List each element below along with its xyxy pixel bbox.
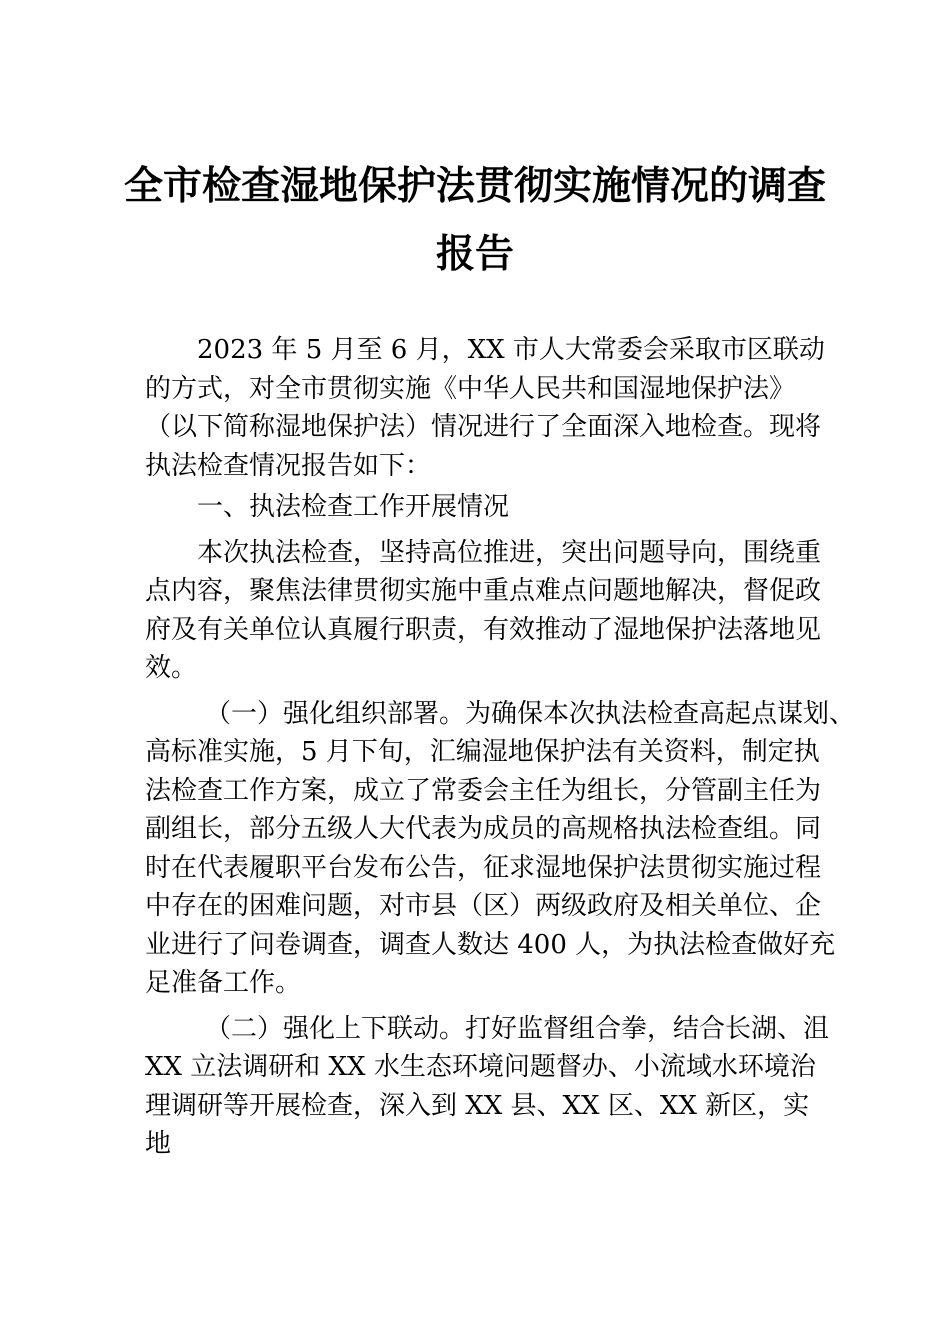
text-line: 效。 [145, 653, 198, 683]
text-line: （一）强化组织部署。为确保本次执法检查高起点谋划、 [205, 698, 856, 729]
text-line: 足准备工作。 [145, 968, 302, 998]
text-line: 法检查工作方案，成立了常委会主任为组长，分管副主任为 [145, 775, 822, 806]
text-line: 的方式，对全市贯彻实施《中华人民共和国湿地保护法》 [145, 373, 796, 404]
section-heading [145, 488, 810, 527]
text-line: 地 [145, 1129, 172, 1159]
text-line: （以下简称湿地保护法）情况进行了全面深入地检查。现将 [145, 412, 822, 442]
text-line: 业进行了问卷调查，调查人数达 400 人，为执法检查做好充 [145, 929, 836, 960]
text-line: 理调研等开展检查，深入到 XX 县、XX 区、XX 新区，实 [145, 1090, 810, 1121]
section-paragraph [145, 534, 822, 688]
document-body [145, 331, 856, 1164]
text-line: 高标准实施，5 月下旬，汇编湿地保护法有关资料，制定执 [145, 737, 820, 767]
text-line: XX 立法调研和 XX 水生态环境问题督办、小流域水环境治 [145, 1052, 816, 1082]
title-line: 全市检查湿地保护法贯彻实施情况的调查 [123, 163, 826, 209]
document-title [120, 152, 830, 288]
text-line: 时在代表履职平台发布公告，征求湿地保护法贯彻实施过程 [145, 852, 822, 883]
subsection-paragraph [145, 1010, 830, 1164]
text-line: 2023 年 5 月至 6 月，XX 市人大常委会采取市区联动 [197, 335, 825, 365]
text-line: 执法检查情况报告如下： [145, 450, 432, 481]
text-line: 中存在的困难问题，对市县（区）两级政府及相关单位、企 [145, 891, 822, 921]
title-line: 报告 [435, 231, 514, 277]
text-line: （二）强化上下联动。打好监督组合拳，结合长湖、沮 [205, 1013, 830, 1044]
intro-paragraph [145, 331, 825, 485]
text-line: 点内容，聚焦法律贯彻实施中重点难点问题地解决，督促政 [145, 576, 822, 606]
text-line: 本次执法检查，坚持高位推进，突出问题导向，围绕重 [197, 537, 822, 568]
subsection-paragraph [145, 695, 856, 1003]
text-line: 副组长，部分五级人大代表为成员的高规格执法检查组。同 [145, 814, 822, 844]
text-line: 府及有关单位认真履行职责，有效推动了湿地保护法落地见 [145, 614, 822, 645]
text-line: 一、执法检查工作开展情况 [197, 492, 510, 522]
